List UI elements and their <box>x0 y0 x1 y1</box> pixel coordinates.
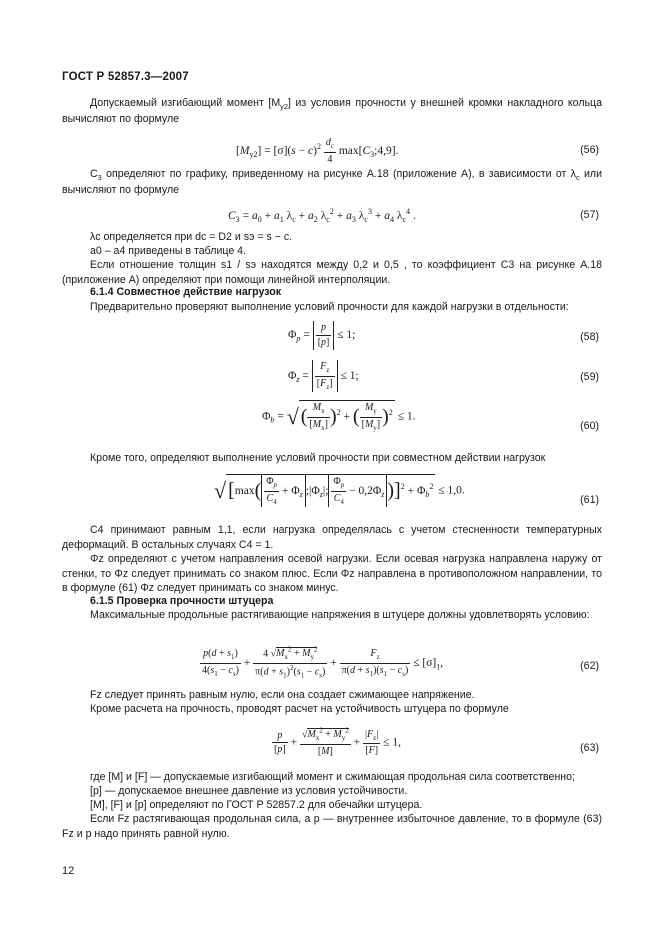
formula-58: $\Phi_p$ = $\frac{p}{[p]}$ ≤ 1; <box>288 322 356 348</box>
paragraph-fz-tensile: Если Fz растягивающая продольная сила, а p — внутреннее избыточное давление, то в формуле (63) Fz и p надо принять равной нулю. <box>62 813 602 840</box>
paragraph-p-definition: [p] — допускаемое внешнее давление из условия устойчивости. <box>90 785 408 797</box>
page-number: 12 <box>62 865 75 877</box>
paragraph-max-stress: Максимальные продольные растягивающие напряжения в штуцере должны удовлетворять условию: <box>90 609 590 621</box>
equation-number-62: (62) <box>580 660 599 672</box>
equation-number-57: (57) <box>580 209 599 221</box>
paragraph-lambda: λc определяется при dc = D2 и sэ = s − c. <box>90 231 293 243</box>
equation-number-63: (63) <box>580 742 599 754</box>
formula-59: $\Phi_z$ = $\frac{F_z}{[F_z]}$ ≤ 1; <box>288 361 359 391</box>
formula-62: $\frac{p(d + s_1)}{4(s_1 - c_s)}$ + $\frac{4 √M_x^2 + M_y^2}{\pi(d + s_1)^2(s_1 - c_s)}$ + $\frac{F_z}{\pi(d + s_1)(s_1 - c_s)}$ ≤ $[\sigma]_1$, <box>202 646 444 680</box>
formula-57: $C_3 = a_0 + a_1$ $\lambda_c + a_2$ $\lambda_c^2 + a_3$ $\lambda_c^3 + a_4$ $\lambda_c^4$ . <box>228 207 416 225</box>
paragraph-coefficients: a0 – a4 приведены в таблице 4. <box>90 245 246 257</box>
equation-number-58: (58) <box>580 331 599 343</box>
paragraph-check-each-load: Предварительно проверяют выполнение условий прочности для каждой нагрузки в отдельности: <box>90 301 569 313</box>
equation-number-59: (59) <box>580 371 599 383</box>
paragraph-thickness-ratio: Если отношение толщин s1 / sэ находятся между 0,2 и 0,5 , то коэффициент C3 на рисунке А.18 (приложение А) определяют при помощи линейной интерполяции. <box>62 259 602 286</box>
paragraph-combined-loads: Кроме того, определяют выполнение условий прочности при совместном действии нагрузок <box>90 452 546 464</box>
paragraph-fz-zero: Fz следует принять равным нулю, если она создает сжимающее напряжение. <box>90 689 475 701</box>
paragraph-gost-reference: [M], [F] и [p] определяют по ГОСТ Р 52857.2 для обечайки штуцера. <box>90 799 423 811</box>
equation-number-61: (61) <box>580 494 599 506</box>
section-6-1-5-title: 6.1.5 Проверка прочности штуцера <box>90 595 274 607</box>
formula-56: $[M_{y2}] = [\sigma](s - c)^2$ $\frac{d_c}{4}$ $\max[C_3;4,9]$. <box>236 137 399 165</box>
equation-number-60: (60) <box>580 420 599 432</box>
formula-60: $\Phi_b$ = √ ( $\frac{M_x}{[M_x]}$ )$^2$ + ( $\frac{M_y}{[M_y]}$ )$^2$ ≤ 1. <box>262 402 416 432</box>
paragraph-phi-z: Φz определяют с учетом направления осевой нагрузки. Если осевая нагрузка направлена наружу от стенки, то Φz следует принимать со знаком плюс. Если Φz направлена в противоположном направлении, то в формуле (61) Φz следует принимать со знаком минус. <box>62 553 602 595</box>
section-6-1-4-title: 6.1.4 Совместное действие нагрузок <box>90 286 282 298</box>
paragraph-stability: Кроме расчета на прочность, проводят расчет на устойчивость штуцера по формуле <box>90 703 509 715</box>
equation-number-56: (56) <box>580 144 599 156</box>
document-header: ГОСТ Р 52857.3—2007 <box>62 71 189 83</box>
paragraph-c3: $C_3$ определяют по графику, приведенному на рисунке А.18 (приложение А), в зависимости от $\lambda_c$ или вычисляют по формуле <box>62 168 602 197</box>
paragraph-allowed-moment: Допускаемый изгибающий момент $[M_{y2}]$ из условия прочности у внешней кромки накладного кольца вычисляют по формуле <box>62 97 602 126</box>
formula-61: √ [max( $\frac{\Phi_p}{C_4}$ + $\Phi_z$ $;|\Phi_z|$; $\frac{\Phi_p}{C_4}$ − $0,2\Phi_z$ )]$^2 + \Phi_b^2 \le 1,0$. <box>214 476 465 506</box>
formula-63: $\frac{p}{[p]}$ + $\frac{√M_x^2 + M_y^2}{[M]}$ + $\frac{|F_z|}{[F]}$ ≤ 1, <box>274 727 401 757</box>
paragraph-where-m-f: где [M] и [F] — допускаемые изгибающий момент и сжимающая продольная сила соответственно; <box>90 771 575 783</box>
paragraph-c4: C4 принимают равным 1,1, если нагрузка определялась с учетом стесненности температурных деформаций. В остальных случаях C4 = 1. <box>62 524 602 551</box>
